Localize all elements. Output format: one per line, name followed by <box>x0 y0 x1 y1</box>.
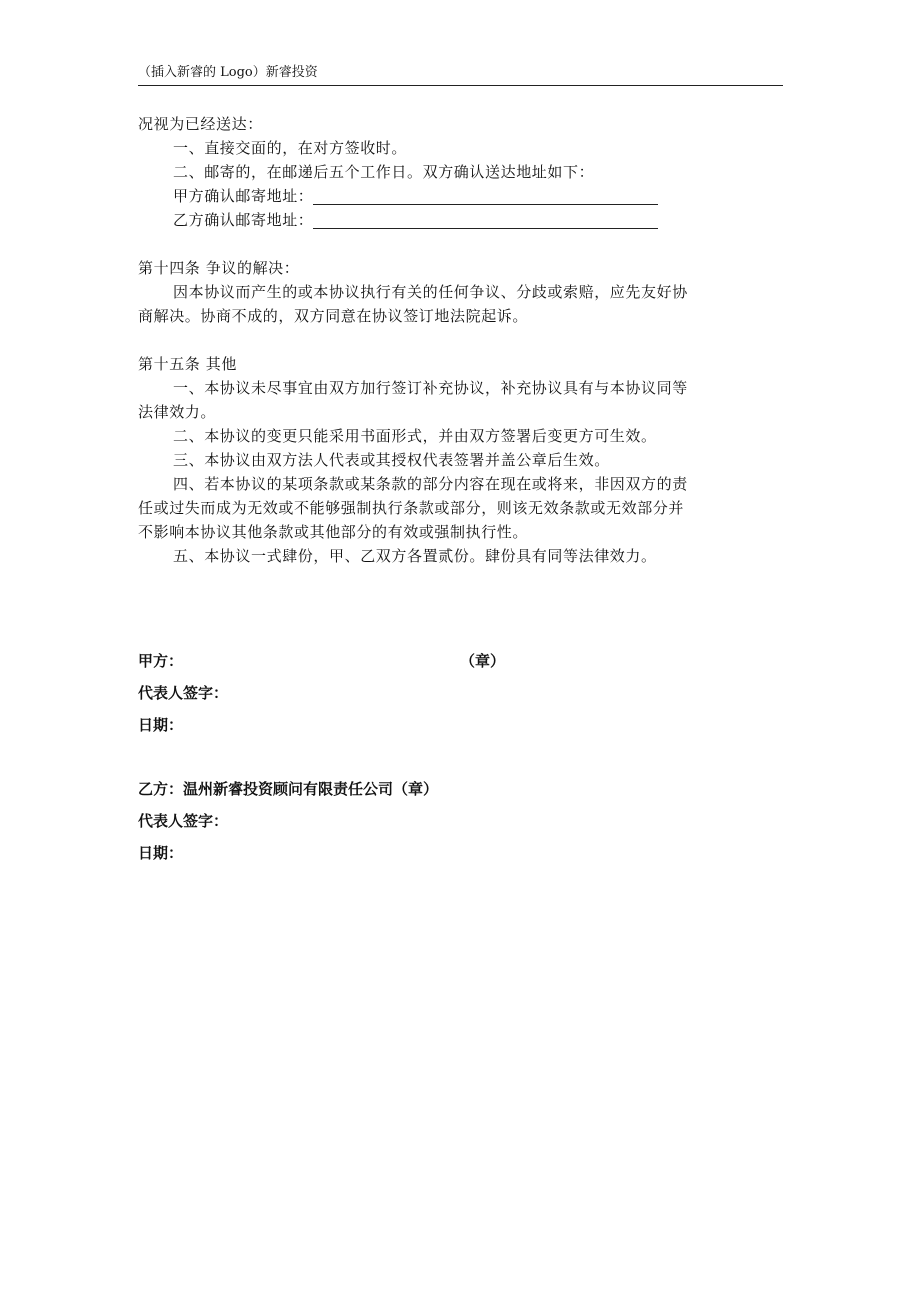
delivery-item-1: 一、直接交面的，在对方签收时。 <box>173 139 408 157</box>
party-a-signature-block <box>138 645 783 741</box>
party-a-label: 甲方： <box>138 652 184 670</box>
article-15-title: 第十五条 其他 <box>138 355 237 373</box>
article-15-item-2: 二、本协议的变更只能采用书面形式，并由双方签署后变更方可生效。 <box>173 427 657 445</box>
page-header <box>138 64 783 86</box>
document-body <box>138 112 783 568</box>
article-15-item-1a: 一、本协议未尽事宜由双方加行签订补充协议，补充协议具有与本协议同等 <box>173 379 688 397</box>
article-14-para-1: 因本协议而产生的或本协议执行有关的任何争议、分歧或索赔，应先友好协 <box>173 283 688 301</box>
party-b-address-line <box>138 208 783 232</box>
article-15-item-4c: 不影响本协议其他条款或其他部分的有效或强制执行性。 <box>138 523 529 541</box>
party-a-address-line <box>138 184 783 208</box>
party-a-seal: （章） <box>460 652 506 670</box>
delivery-intro: 况视为已经送达： <box>138 115 263 133</box>
article-15-item-4a: 四、若本协议的某项条款或某条款的部分内容在现在或将来，非因双方的责 <box>173 475 688 493</box>
article-15-item-1b: 法律效力。 <box>138 403 217 421</box>
article-15-item-3: 三、本协议由双方法人代表或其授权代表签署并盖公章后生效。 <box>173 451 610 469</box>
party-b-label: 乙方：温州新睿投资顾问有限责任公司（章） <box>138 780 439 798</box>
party-b-date: 日期： <box>138 844 184 862</box>
party-a-date: 日期： <box>138 716 184 734</box>
party-b-address-label: 乙方确认邮寄地址： <box>173 211 314 229</box>
party-b-signature-block <box>138 773 783 869</box>
party-b-rep: 代表人签字： <box>138 812 229 830</box>
party-a-address-label: 甲方确认邮寄地址： <box>173 187 314 205</box>
article-15-item-4b: 任或过失而成为无效或不能够强制执行条款或部分，则该无效条款或无效部分并 <box>138 499 685 517</box>
article-15-item-5: 五、本协议一式肆份，甲、乙双方各置贰份。肆份具有同等法律效力。 <box>173 547 657 565</box>
party-a-address-blank[interactable] <box>313 189 658 205</box>
party-b-address-blank[interactable] <box>313 213 658 229</box>
article-14-para-2: 商解决。协商不成的，双方同意在协议签订地法院起诉。 <box>138 307 529 325</box>
article-14-title: 第十四条 争议的解决： <box>138 259 300 277</box>
delivery-item-2: 二、邮寄的，在邮递后五个工作日。双方确认送达地址如下： <box>173 163 595 181</box>
party-a-rep: 代表人签字： <box>138 684 229 702</box>
party-a-row <box>138 645 783 677</box>
header-text: （插入新睿的 Logo）新睿投资 <box>138 65 318 80</box>
